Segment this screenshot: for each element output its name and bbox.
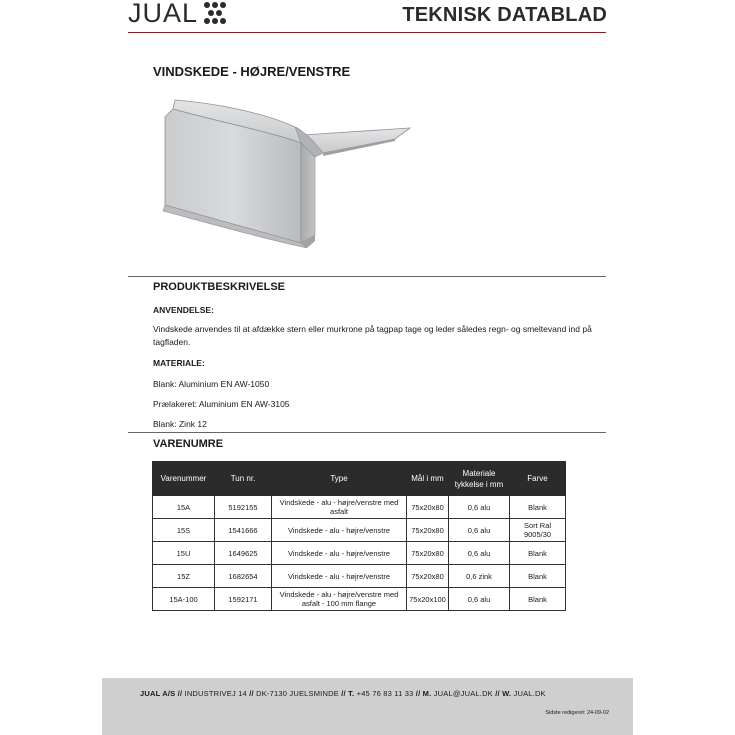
cell-materiale: 0,6 alu xyxy=(449,588,510,611)
cell-varenummer: 15A xyxy=(153,496,215,519)
column-header: Farve xyxy=(510,462,566,496)
cell-farve: Sort Ral 9005/30 xyxy=(510,519,566,542)
footer-phone[interactable]: +45 76 83 11 33 xyxy=(356,689,414,698)
header-divider xyxy=(128,32,606,33)
footer-mail-label: M. xyxy=(422,689,432,698)
table-row xyxy=(153,519,566,542)
subheading-materiale: MATERIALE: xyxy=(153,358,205,368)
footer-separator: // xyxy=(415,689,421,698)
document-type: TEKNISK DATABLAD xyxy=(402,4,607,26)
cell-varenummer: 15S xyxy=(153,519,215,542)
anvendelse-text: Vindskede anvendes til at afdække stern eller murkrone på tagpap tage og leder således regn- og smeltevand ind på tagfladen. xyxy=(153,324,592,347)
footer-separator: // xyxy=(177,689,183,698)
table-row xyxy=(153,542,566,565)
column-header: Varenummer xyxy=(153,462,215,496)
footer-web-label: W. xyxy=(502,689,512,698)
table-row xyxy=(153,588,566,611)
cell-maal: 75x20x100 xyxy=(407,588,449,611)
page-title: VINDSKEDE - HØJRE/VENSTRE xyxy=(153,64,351,79)
cell-maal: 75x20x80 xyxy=(407,565,449,588)
footer-separator: // xyxy=(341,689,346,698)
cell-type: Vindskede - alu - højre/venstre xyxy=(272,565,407,588)
cell-materiale: 0,6 alu xyxy=(449,496,510,519)
cell-maal: 75x20x80 xyxy=(407,496,449,519)
cell-type: Vindskede - alu - højre/venstre med asfalt xyxy=(272,496,407,519)
last-edited-date: Sidste redigeret: 24-09-02 xyxy=(545,710,609,716)
section-divider xyxy=(128,276,606,277)
cell-tun-nr: 1682654 xyxy=(215,565,272,588)
cell-tun-nr: 1592171 xyxy=(215,588,272,611)
cell-varenummer: 15U xyxy=(153,542,215,565)
product-image xyxy=(155,95,420,255)
footer-band xyxy=(102,678,633,735)
column-header: Tun nr. xyxy=(215,462,272,496)
footer-separator: // xyxy=(249,689,254,698)
table-row xyxy=(153,565,566,588)
cell-type: Vindskede - alu - højre/venstre xyxy=(272,542,407,565)
table-header-row xyxy=(153,462,566,496)
section-heading-varenumre: VARENUMRE xyxy=(153,438,224,450)
cell-farve: Blank xyxy=(510,542,566,565)
company-logo xyxy=(128,0,226,26)
footer-city: DK-7130 JUELSMINDE xyxy=(256,689,339,698)
cell-type: Vindskede - alu - højre/venstre xyxy=(272,519,407,542)
cell-maal: 75x20x80 xyxy=(407,542,449,565)
cell-materiale: 0,6 zink xyxy=(449,565,510,588)
cell-type: Vindskede - alu - højre/venstre med asfalt - 100 mm flange xyxy=(272,588,407,611)
cell-tun-nr: 1649625 xyxy=(215,542,272,565)
section-heading-produktbeskrivelse: PRODUKTBESKRIVELSE xyxy=(153,281,286,293)
column-header: Materiale tykkelse i mm xyxy=(449,462,510,496)
materiale-line: Blank: Aluminium EN AW-1050 xyxy=(153,379,270,389)
materiale-line: Prælakeret: Aluminium EN AW-3105 xyxy=(153,399,290,409)
footer-separator: // xyxy=(495,689,500,698)
cell-varenummer: 15Z xyxy=(153,565,215,588)
footer-mail-link[interactable]: JUAL@JUAL.DK xyxy=(433,689,493,698)
footer-company: JUAL A/S xyxy=(140,689,176,698)
materiale-line: Blank: Zink 12 xyxy=(153,419,207,429)
varenumre-table xyxy=(152,461,566,611)
cell-tun-nr: 5192155 xyxy=(215,496,272,519)
footer-phone-label: T. xyxy=(348,689,355,698)
subheading-anvendelse: ANVENDELSE: xyxy=(153,305,214,315)
cell-farve: Blank xyxy=(510,496,566,519)
logo-dots-icon xyxy=(204,2,226,24)
section-divider xyxy=(128,432,606,433)
logo-text: JUAL xyxy=(128,0,199,28)
column-header: Mål i mm xyxy=(407,462,449,496)
table-row xyxy=(153,496,566,519)
column-header: Type xyxy=(272,462,407,496)
footer-contact xyxy=(140,689,546,698)
cell-farve: Blank xyxy=(510,588,566,611)
footer-web-link[interactable]: JUAL.DK xyxy=(513,689,546,698)
cell-farve: Blank xyxy=(510,565,566,588)
cell-maal: 75x20x80 xyxy=(407,519,449,542)
cell-varenummer: 15A-100 xyxy=(153,588,215,611)
cell-materiale: 0,6 alu xyxy=(449,519,510,542)
cell-materiale: 0,6 alu xyxy=(449,542,510,565)
cell-tun-nr: 1541666 xyxy=(215,519,272,542)
footer-address: INDUSTRIVEJ 14 xyxy=(184,689,247,698)
